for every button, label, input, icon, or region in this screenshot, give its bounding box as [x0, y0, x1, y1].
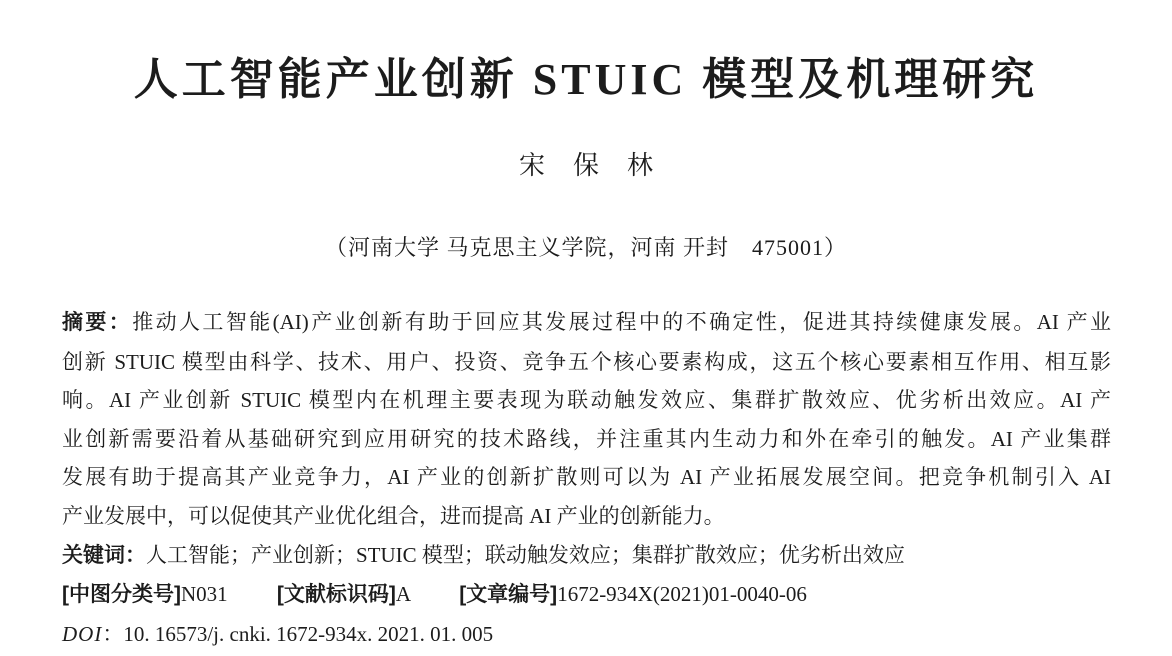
keywords-line [62, 536, 1111, 576]
abstract-line-1 [62, 303, 1111, 343]
abstract-line-3: 响。AI 产业创新 STUIC 模型内在机理主要表现为联动触发效应、集群扩散效应、优劣析出效应。AI 产 [62, 388, 1111, 413]
keywords-text: 人工智能；产业创新；STUIC 模型；联动触发效应；集群扩散效应；优劣析出效应 [146, 542, 905, 567]
article-id [459, 582, 807, 606]
doi-separator: ： [102, 621, 124, 646]
abstract-line-4: 业创新需要沿着从基础研究到应用研究的技术路线，并注重其内生动力和外在牵引的触发。AI 产业集群 [62, 426, 1111, 451]
article-id-label: [文章编号] [459, 583, 558, 607]
clc-number-value: N031 [181, 582, 228, 607]
author-name: 宋保林 [518, 151, 681, 180]
clc-number-label: [中图分类号] [62, 583, 181, 607]
abstract-text: 推动人工智能(AI)产业创新有助于回应其发展过程中的不确定性，促进其持续健康发展。AI 产业 [132, 310, 1111, 334]
article-id-value: 1672-934X(2021)01-0040-06 [557, 582, 807, 607]
document-code-label: [文献标识码] [276, 583, 396, 607]
abstract-line-5: 发展有助于提高其产业竞争力，AI 产业的创新扩散则可以为 AI 产业拓展发展空间。把竞争机制引入 AI [62, 465, 1111, 490]
doi-line [62, 615, 1111, 654]
doi-value: 10. 16573/j. cnki. 1672-934x. 2021. 01. 005 [123, 621, 494, 646]
abstract-line-6: 产业发展中，可以促使其产业优化组合，进而提高 AI 产业的创新能力。 [62, 503, 725, 528]
document-code-value: A [395, 582, 410, 607]
front-matter [62, 303, 1111, 653]
author-affiliation: （河南大学 马克思主义学院，河南 开封 475001） [324, 235, 847, 260]
doi-label: DOI [62, 621, 103, 646]
classification-line [62, 575, 1111, 615]
keywords-label: 关键词： [62, 543, 146, 567]
document-code [277, 582, 415, 606]
abstract-line-2: 创新 STUIC 模型由科学、技术、用户、投资、竞争五个核心要素构成，这五个核心要素相互作用、相互影 [62, 349, 1111, 374]
abstract-label: 摘要： [62, 311, 133, 334]
clc-number [62, 582, 233, 606]
paper-title: 人工智能产业创新 STUIC 模型及机理研究 [133, 55, 1039, 104]
